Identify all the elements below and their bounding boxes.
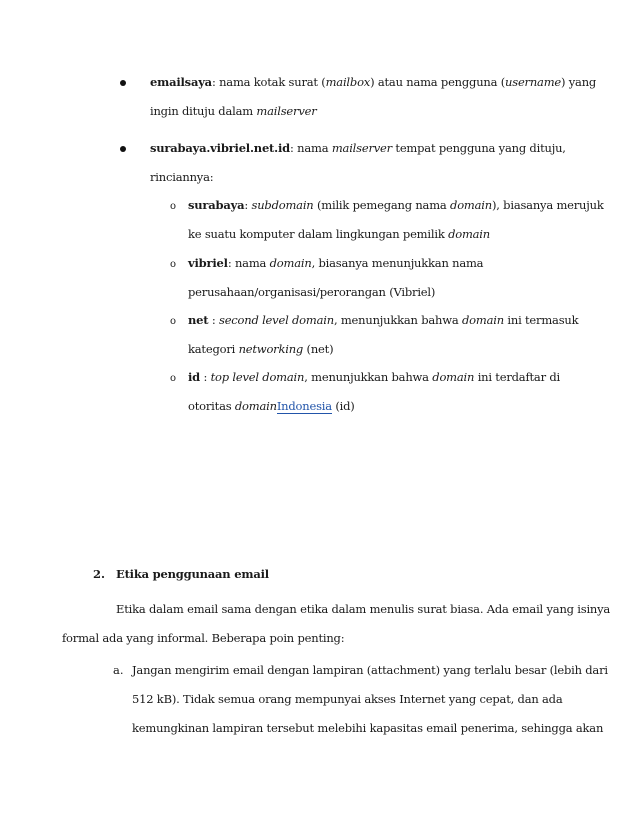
item-a-line-3: kemungkinan lampiran tersebut melebihi kapasitas email penerima, sehingga akan [132, 721, 604, 735]
term-id: id [188, 370, 201, 384]
sub-bullet-marker: o [170, 201, 177, 212]
sub-3-line-2: kategori networking (net) [188, 342, 334, 356]
bullet-dot [120, 146, 126, 152]
bullet-1-line-1: emailsaya: nama kotak surat (mailbox) atau nama pengguna (username) yang [150, 75, 597, 89]
term-mailserver: surabaya.vibriel.net.id [150, 141, 290, 155]
sub-bullet-marker: o [170, 373, 177, 384]
term-emailsaya: emailsaya [150, 75, 212, 89]
item-a-marker: a. [113, 663, 124, 677]
bullet-2-line-1: surabaya.vibriel.net.id: nama mailserver tempat pengguna yang dituju, [150, 141, 566, 155]
bullet-dot [120, 80, 126, 86]
paragraph-line-1: Etika dalam email sama dengan etika dalam menulis surat biasa. Ada email yang isinya [116, 602, 611, 616]
paragraph-line-2: formal ada yang informal. Beberapa poin penting: [62, 631, 345, 645]
sub-4-line-1: id : top level domain, menunjukkan bahwa domain ini terdaftar di [188, 370, 560, 384]
sub-3-line-1: net : second level domain, menunjukkan bahwa domain ini termasuk [188, 313, 579, 327]
sub-2-line-2: perusahaan/organisasi/perorangan (Vibriel) [188, 285, 436, 299]
sub-bullet-marker: o [170, 316, 177, 327]
section-number: 2. [93, 567, 106, 581]
sub-bullet-marker: o [170, 259, 177, 270]
item-a-line-1: Jangan mengirim email dengan lampiran (attachment) yang terlalu besar (lebih dari [132, 663, 608, 677]
sub-2-line-1: vibriel: nama domain, biasanya menunjukkan nama [188, 256, 484, 270]
sub-1-line-1: surabaya: subdomain (milik pemegang nama domain), biasanya merujuk [188, 198, 604, 212]
term-vibriel: vibriel [188, 256, 228, 270]
sub-4-line-2: otoritas domainIndonesia (id) [188, 399, 355, 413]
term-surabaya: surabaya [188, 198, 245, 212]
sub-1-line-2: ke suatu komputer dalam lingkungan pemilik domain [188, 227, 490, 241]
bullet-1-line-2: ingin dituju dalam mailserver [150, 104, 317, 118]
item-a-line-2: 512 kB). Tidak semua orang mempunyai akses Internet yang cepat, dan ada [132, 692, 563, 706]
term-net: net [188, 313, 209, 327]
bullet-2-line-2: rinciannya: [150, 170, 214, 184]
section-title: Etika penggunaan email [116, 567, 269, 581]
indonesia-link[interactable]: Indonesia [276, 399, 332, 413]
